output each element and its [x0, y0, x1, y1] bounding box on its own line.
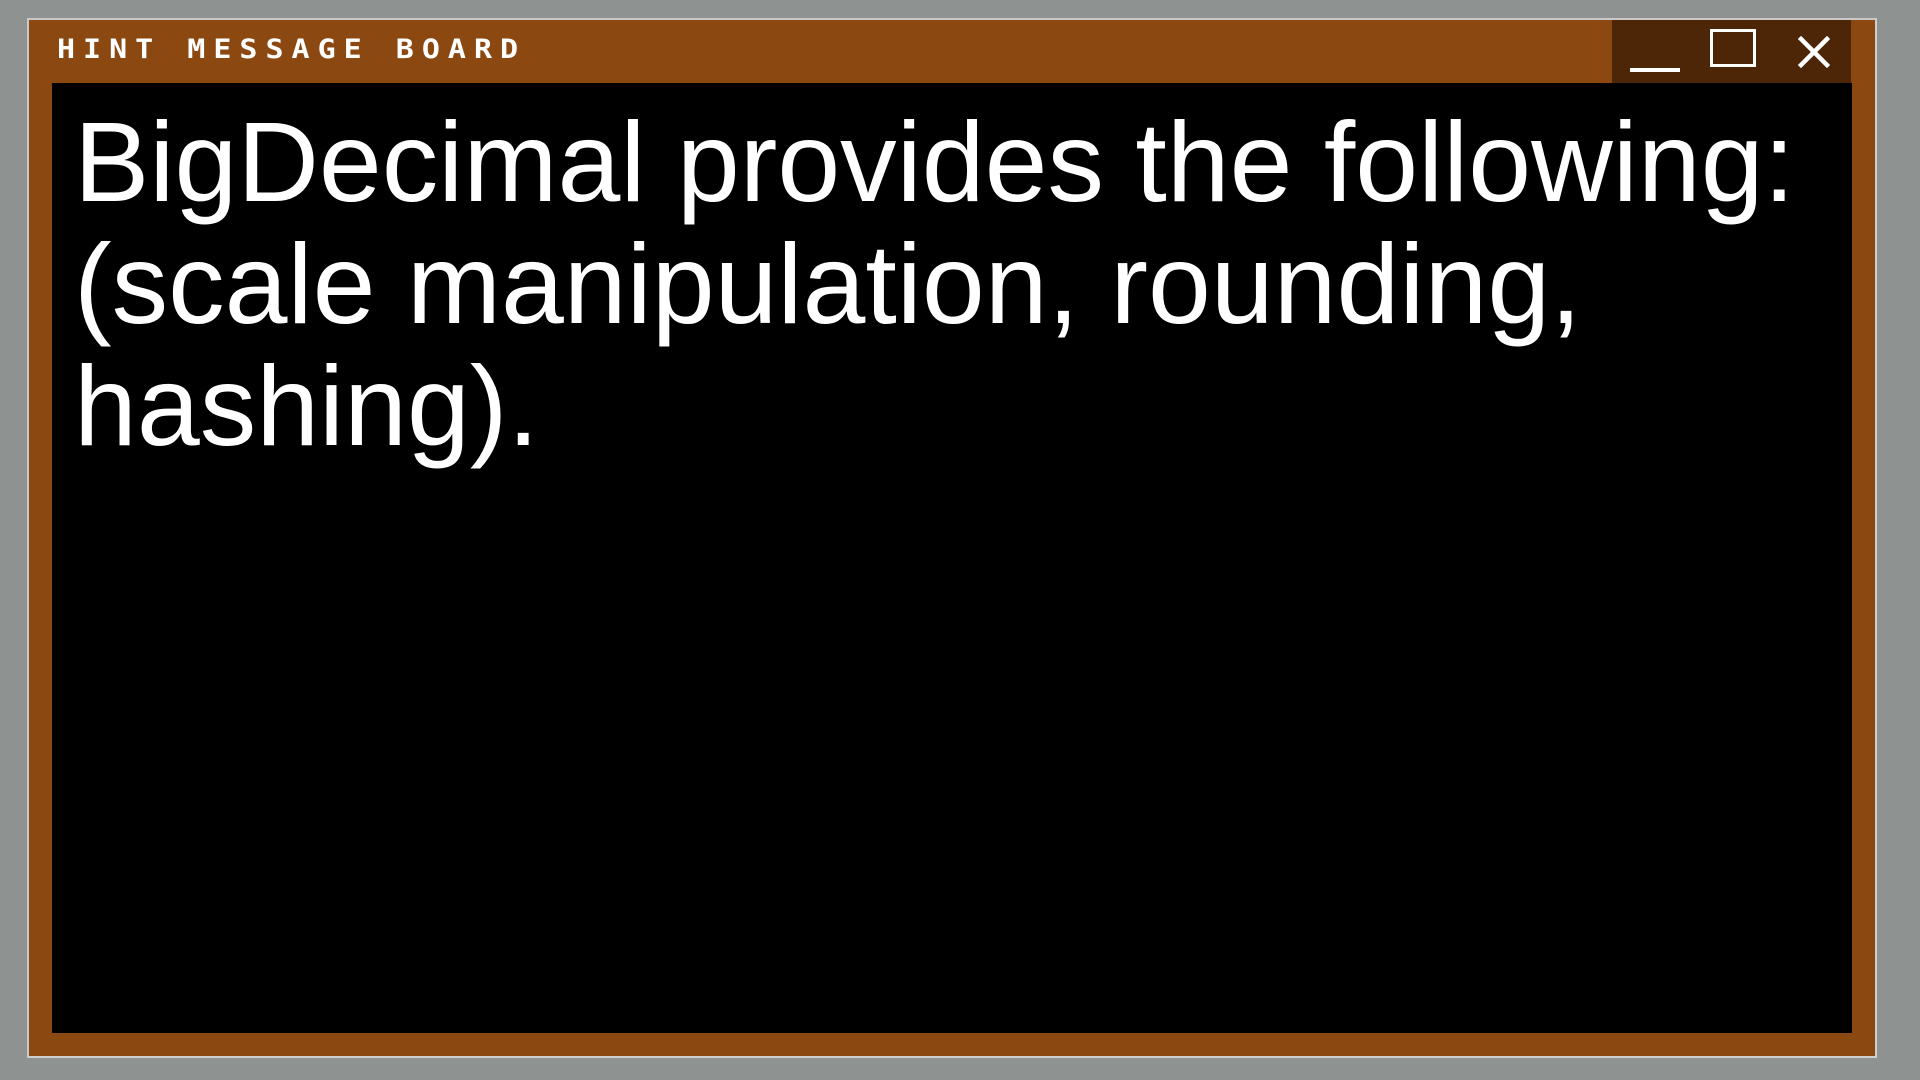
message-display — [52, 83, 1852, 1033]
close-button[interactable] — [1774, 20, 1850, 83]
window-title: HINT MESSAGE BOARD — [57, 33, 527, 66]
hint-message-board-window — [27, 18, 1877, 1058]
hint-message-text: BigDecimal provides the following: (scale manipulation, rounding, hashing). — [74, 99, 1795, 469]
maximize-icon — [1710, 29, 1756, 67]
minimize-button[interactable] — [1616, 20, 1692, 83]
title-bar[interactable] — [29, 20, 1875, 83]
minimize-icon — [1630, 68, 1680, 72]
window-controls — [1612, 20, 1851, 83]
close-icon — [1798, 36, 1830, 68]
maximize-button[interactable] — [1694, 20, 1770, 83]
